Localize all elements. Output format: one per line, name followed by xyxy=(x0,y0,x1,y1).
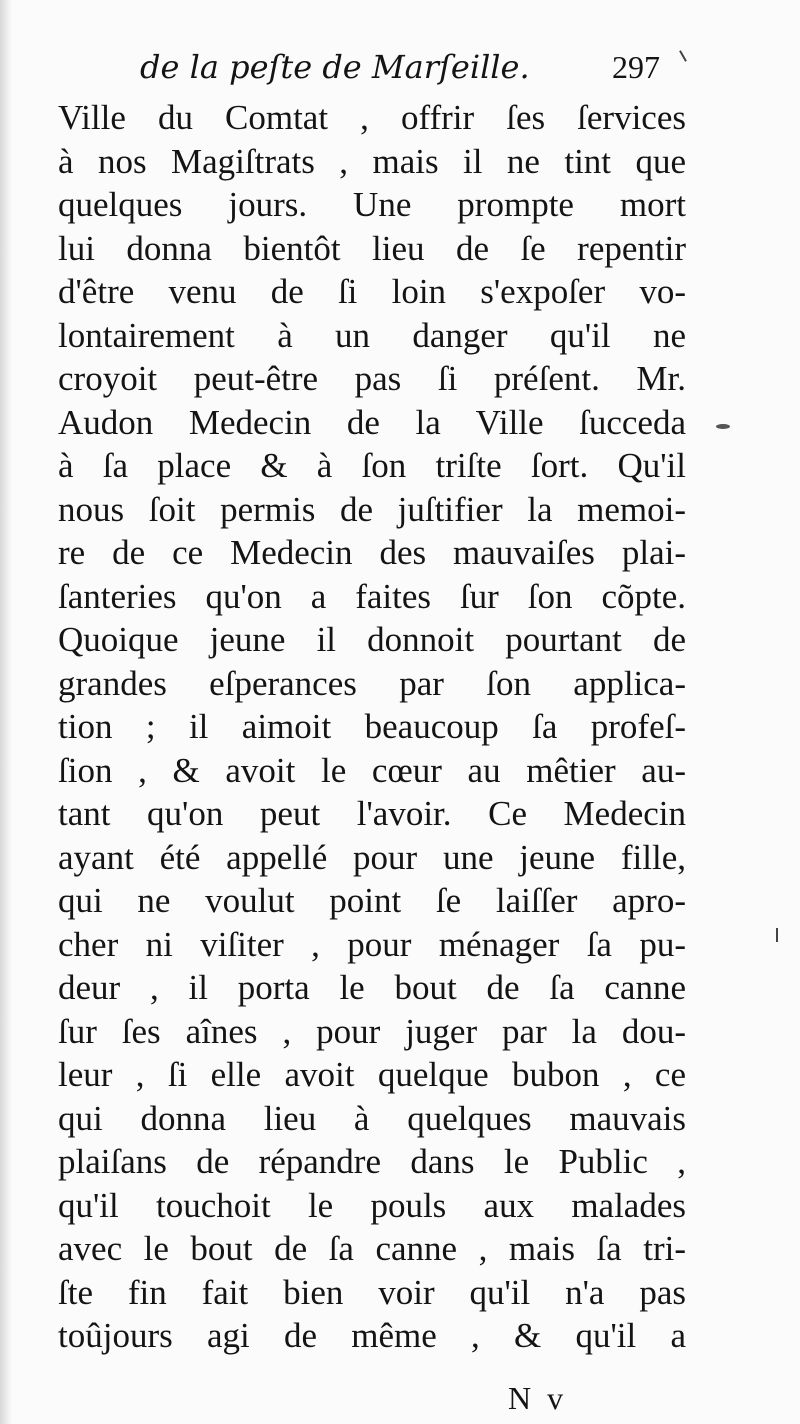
text-line: ſur ſes aînes , pour juger par la dou- xyxy=(58,1011,686,1051)
text-line: nous ſoit permis de juſtifier la memoi- xyxy=(58,489,686,529)
text-line: ſanteries qu'on a faites ſur ſon cõpte. xyxy=(58,576,686,616)
text-line: tion ; il aimoit beaucoup ſa profeſ- xyxy=(58,707,686,746)
text-line: tant qu'on peut l'avoir. Ce Medecin xyxy=(58,794,686,833)
margin-mark xyxy=(776,928,778,942)
text-line: leur , ſi elle avoit quelque bubon , ce xyxy=(58,1055,686,1094)
text-line: ayant été appellé pour une jeune fille, xyxy=(58,837,686,877)
text-line: Audon Medecin de la Ville ſucceda xyxy=(58,402,686,442)
text-line: qu'il touchoit le pouls aux malades xyxy=(58,1185,686,1225)
text-line: Ville du Comtat , offrir ſes ſervices xyxy=(58,98,686,137)
text-line: toûjours agi de même , & qu'il a xyxy=(58,1316,686,1355)
text-line: deur , il porta le bout de ſa canne xyxy=(58,968,686,1007)
text-line: ſte fin fait bien voir qu'il n'a pas xyxy=(58,1272,686,1312)
text-line: à ſa place & à ſon triſte ſort. Qu'il xyxy=(58,446,686,485)
ink-speck xyxy=(716,424,730,429)
text-line: ſion , & avoit le cœur au mêtier au- xyxy=(58,750,686,790)
page-header xyxy=(140,44,660,90)
text-line: croyoit peut-être pas ſi préſent. Mr. xyxy=(58,359,686,398)
page-number: 297 xyxy=(612,49,660,85)
page-edge-shadow xyxy=(0,0,12,1424)
text-line: plaiſans de répandre dans le Public , xyxy=(58,1142,686,1181)
text-line: re de ce Medecin des mauvaiſes plai- xyxy=(58,533,686,572)
text-line: quelques jours. Une prompte mort xyxy=(58,185,686,224)
text-line: Quoique jeune il donnoit pourtant de xyxy=(58,620,686,659)
text-line: qui ne voulut point ſe laiſſer apro- xyxy=(58,881,686,920)
text-line: lui donna bientôt lieu de ſe repentir xyxy=(58,228,686,268)
text-line: lontairement à un danger qu'il ne xyxy=(58,315,686,355)
body-text xyxy=(58,96,686,1358)
text-line: avec le bout de ſa canne , mais ſa tri- xyxy=(58,1229,686,1268)
text-line: d'être venu de ſi loin s'expoſer vo- xyxy=(58,272,686,311)
text-line: qui donna lieu à quelques mauvais xyxy=(58,1098,686,1138)
margin-mark xyxy=(679,50,687,61)
text-line: cher ni viſiter , pour ménager ſa pu- xyxy=(58,924,686,964)
running-title: de la peſte de Marſeille. xyxy=(140,48,530,86)
signature-mark: N v xyxy=(508,1380,568,1416)
text-line: grandes eſperances par ſon applica- xyxy=(58,663,686,703)
text-line: à nos Magiſtrats , mais il ne tint que xyxy=(58,141,686,181)
